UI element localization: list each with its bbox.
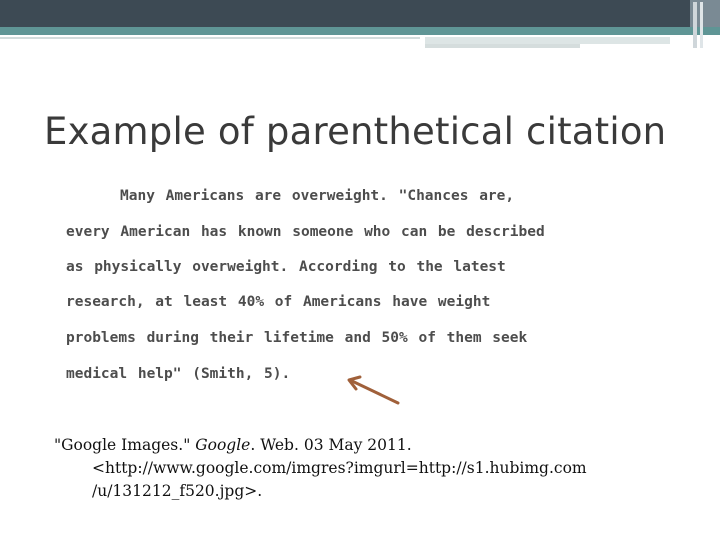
- excerpt-line: problems during their lifetime and 50% of them seek: [66, 330, 528, 346]
- excerpt-line: Many Americans are overweight. "Chances are,: [120, 188, 515, 204]
- teal-band: [0, 27, 720, 35]
- source-citation: [54, 434, 674, 503]
- corner-stripe: [700, 2, 703, 48]
- thin-rule: [0, 37, 420, 39]
- citation-date: . Web. 03 May 2011.: [250, 436, 412, 454]
- slide-title: Example of parenthetical citation: [44, 110, 667, 153]
- light-rule: [425, 37, 670, 44]
- citation-line-1: [54, 434, 674, 457]
- citation-url-line-1: <http://www.google.com/imgres?imgurl=http://s1.hubimg.com: [92, 459, 587, 477]
- excerpt-line: as physically overweight. According to the latest: [66, 259, 506, 275]
- excerpt-line: medical help" (Smith, 5).: [66, 366, 291, 382]
- light-rule: [425, 44, 580, 48]
- corner-stripe: [693, 2, 697, 48]
- citation-site: Google: [195, 436, 251, 454]
- citation-title: "Google Images.": [54, 436, 196, 454]
- top-decoration: [0, 0, 720, 50]
- pointer-arrow-icon: [340, 370, 404, 410]
- excerpt-line: every American has known someone who can be described: [66, 224, 545, 240]
- quoted-excerpt-image: [66, 184, 666, 394]
- dark-band: [0, 0, 690, 27]
- citation-url-line-2: /u/131212_f520.jpg>.: [92, 482, 263, 500]
- excerpt-line: research, at least 40% of Americans have weight: [66, 294, 491, 310]
